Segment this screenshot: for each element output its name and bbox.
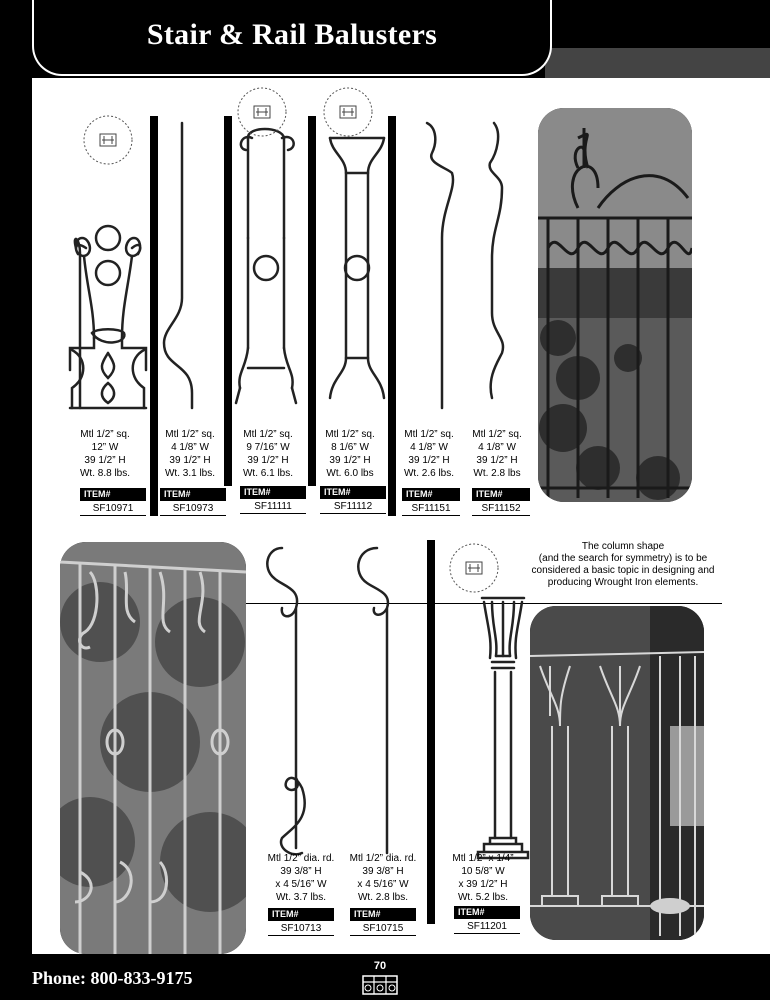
item-label: ITEM# <box>160 488 226 501</box>
item-code: SF11201 <box>454 920 520 934</box>
header-accent <box>545 0 770 48</box>
item-code: SF10971 <box>80 502 146 516</box>
product-specs: Mtl 1/2” dia. rd. 39 3/8” H x 4 5/16” W Wt. 3.7 lbs. <box>267 853 335 903</box>
product-specs: Mtl 1/2” sq. 4 1/8” W 39 1/2” H Wt. 2.6 lbs. <box>403 429 454 479</box>
item-code: SF11152 <box>472 502 530 516</box>
catalog-page <box>32 78 770 954</box>
item-label: ITEM# <box>240 486 306 499</box>
item-label: ITEM# <box>320 486 386 499</box>
item-code: SF10973 <box>160 502 226 516</box>
item-code: SF10715 <box>350 922 416 936</box>
page-title: Stair & Rail Balusters <box>146 18 438 51</box>
patent-stamp <box>234 84 290 140</box>
patent-stamp <box>320 84 376 140</box>
baluster-sf10971-drawing <box>70 226 146 408</box>
product-specs: Mtl 1/2” dia. rd. 39 3/8” H x 4 5/16” W Wt. 2.8 lbs. <box>349 853 417 903</box>
baluster-sf11151-drawing <box>427 123 453 408</box>
item-label: ITEM# <box>402 488 460 501</box>
product-specs: Mtl 1/2” sq. 4 1/8” W 39 1/2” H Wt. 3.1 lbs. <box>164 429 215 479</box>
fence-logo-icon <box>362 975 398 995</box>
baluster-sf11201-drawing <box>478 598 528 858</box>
header-accent-grey <box>545 48 770 78</box>
product-specs: Mtl 1/2” sq. 4 1/8” W 39 1/2” H Wt. 2.8 lbs <box>472 429 522 479</box>
baluster-sf11152-drawing <box>490 123 503 398</box>
baluster-sf10715-drawing <box>358 548 388 853</box>
separator-bar <box>388 116 396 516</box>
item-code: SF10713 <box>268 922 334 936</box>
column-rail-photo <box>530 606 704 940</box>
product-specs: Mtl 1/2” x 1/4” 10 5/8” W x 39 1/2” H Wt. 5.2 lbs. <box>452 853 514 903</box>
product-specs: Mtl 1/2” sq. 9 7/16” W 39 1/2” H Wt. 6.1 lbs. <box>242 429 293 479</box>
gate-photo <box>538 108 692 502</box>
item-label: ITEM# <box>268 908 334 921</box>
design-note: The column shape (and the search for symmetry) is to be considered a basic topic in designing and producing Wrought Iron elements. <box>531 541 715 588</box>
product-specs: Mtl 1/2” sq. 12” W 39 1/2” H Wt. 8.8 lbs. <box>79 429 130 479</box>
baluster-sf11112-drawing <box>330 138 384 398</box>
patent-stamp <box>80 112 136 168</box>
item-code: SF11112 <box>320 500 386 514</box>
item-label: ITEM# <box>350 908 416 921</box>
phone-number: Phone: 800-833-9175 <box>32 968 193 988</box>
product-specs: Mtl 1/2” sq. 8 1/6” W 39 1/2” H Wt. 6.0 lbs <box>325 429 375 479</box>
item-label: ITEM# <box>454 906 520 919</box>
item-label: ITEM# <box>472 488 530 501</box>
item-code: SF11111 <box>240 500 306 514</box>
railing-photo <box>60 542 246 954</box>
baluster-sf10973-drawing <box>164 123 192 408</box>
page-number: 70 <box>373 960 387 972</box>
item-code: SF11151 <box>402 502 460 516</box>
baluster-sf10713-drawing <box>267 548 304 854</box>
separator-bar <box>427 540 435 924</box>
title-tab <box>32 0 552 76</box>
item-label: ITEM# <box>80 488 146 501</box>
baluster-sf11111-drawing <box>236 129 296 403</box>
